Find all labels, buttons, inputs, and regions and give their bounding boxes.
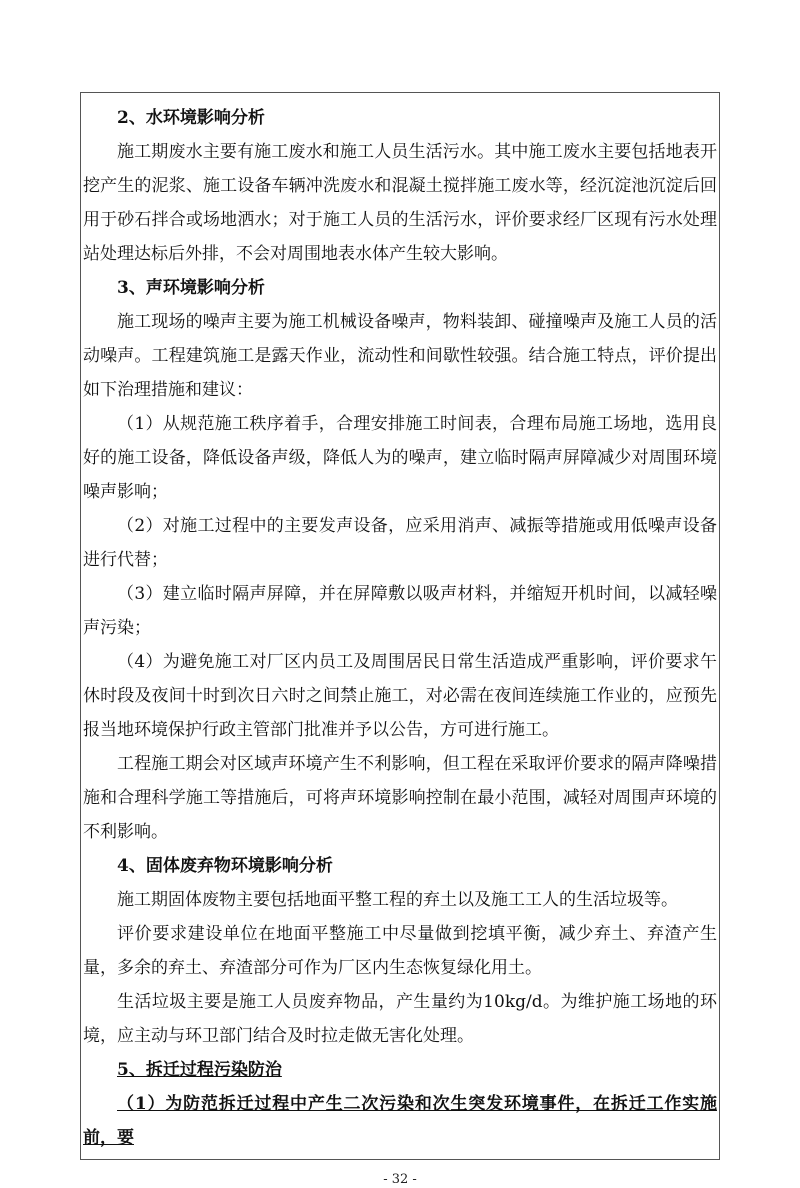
paragraph: 施工期固体废物主要包括地面平整工程的弃土以及施工工人的生活垃圾等。 xyxy=(117,890,678,910)
paragraph: 施工期废水主要有施工废水和施工人员生活污水。其中施工废水主要包括地表开挖产生的泥浆、施工设备车辆冲洗废水和混凝土搅拌施工废水等，经沉淀池沉淀后回用于砂石拌合或场地洒水；对于施工人员的生活污水，评价要求经厂区现有污水处理站处理达标后外排，不会对周围地表水体产生较大影响。 xyxy=(83,142,717,264)
paragraph: 生活垃圾主要是施工人员废弃物品，产生量约为10kg/d。为维护施工场地的环境，应主动与环卫部门结合及时拉走做无害化处理。 xyxy=(83,992,717,1046)
paragraph: 工程施工期会对区域声环境产生不利影响，但工程在采取评价要求的隔声降噪措施和合理科学施工等措施后，可将声环境影响控制在最小范围，减轻对周围声环境的不利影响。 xyxy=(83,754,717,842)
content-box xyxy=(80,92,720,1160)
paragraph: （2）对施工过程中的主要发声设备，应采用消声、减振等措施或用低噪声设备进行代替； xyxy=(83,516,717,570)
paragraph: 评价要求建设单位在地面平整施工中尽量做到挖填平衡，减少弃土、弃渣产生量，多余的弃土、弃渣部分可作为厂区内生态恢复绿化用土。 xyxy=(83,924,717,978)
section-heading: 2、水环境影响分析 xyxy=(117,108,265,128)
paragraph: （3）建立临时隔声屏障，并在屏障敷以吸声材料，并缩短开机时间，以减轻噪声污染； xyxy=(83,584,717,638)
section-heading: 4、固体废弃物环境影响分析 xyxy=(117,856,333,876)
underlined-text: （1）为防范拆迁过程中产生二次污染和次生突发环境事件，在拆迁工作实施前，要 xyxy=(83,1094,717,1148)
page-number: - 32 - xyxy=(383,1172,417,1187)
paragraph: （4）为避免施工对厂区内员工及周围居民日常生活造成严重影响，评价要求午休时段及夜间十时到次日六时之间禁止施工，对必需在夜间连续施工作业的，应预先报当地环境保护行政主管部门批准并予以公告，方可进行施工。 xyxy=(83,652,717,740)
paragraph: 施工现场的噪声主要为施工机械设备噪声，物料装卸、碰撞噪声及施工人员的活动噪声。工程建筑施工是露天作业，流动性和间歇性较强。结合施工特点，评价提出如下治理措施和建议： xyxy=(83,312,717,400)
paragraph: （1）从规范施工秩序着手，合理安排施工时间表，合理布局施工场地，选用良好的施工设备，降低设备声级，降低人为的噪声，建立临时隔声屏障减少对周围环境噪声影响； xyxy=(83,414,717,502)
underlined-text: 5、拆迁过程污染防治 xyxy=(117,1060,282,1080)
section-heading: 3、声环境影响分析 xyxy=(117,278,265,298)
